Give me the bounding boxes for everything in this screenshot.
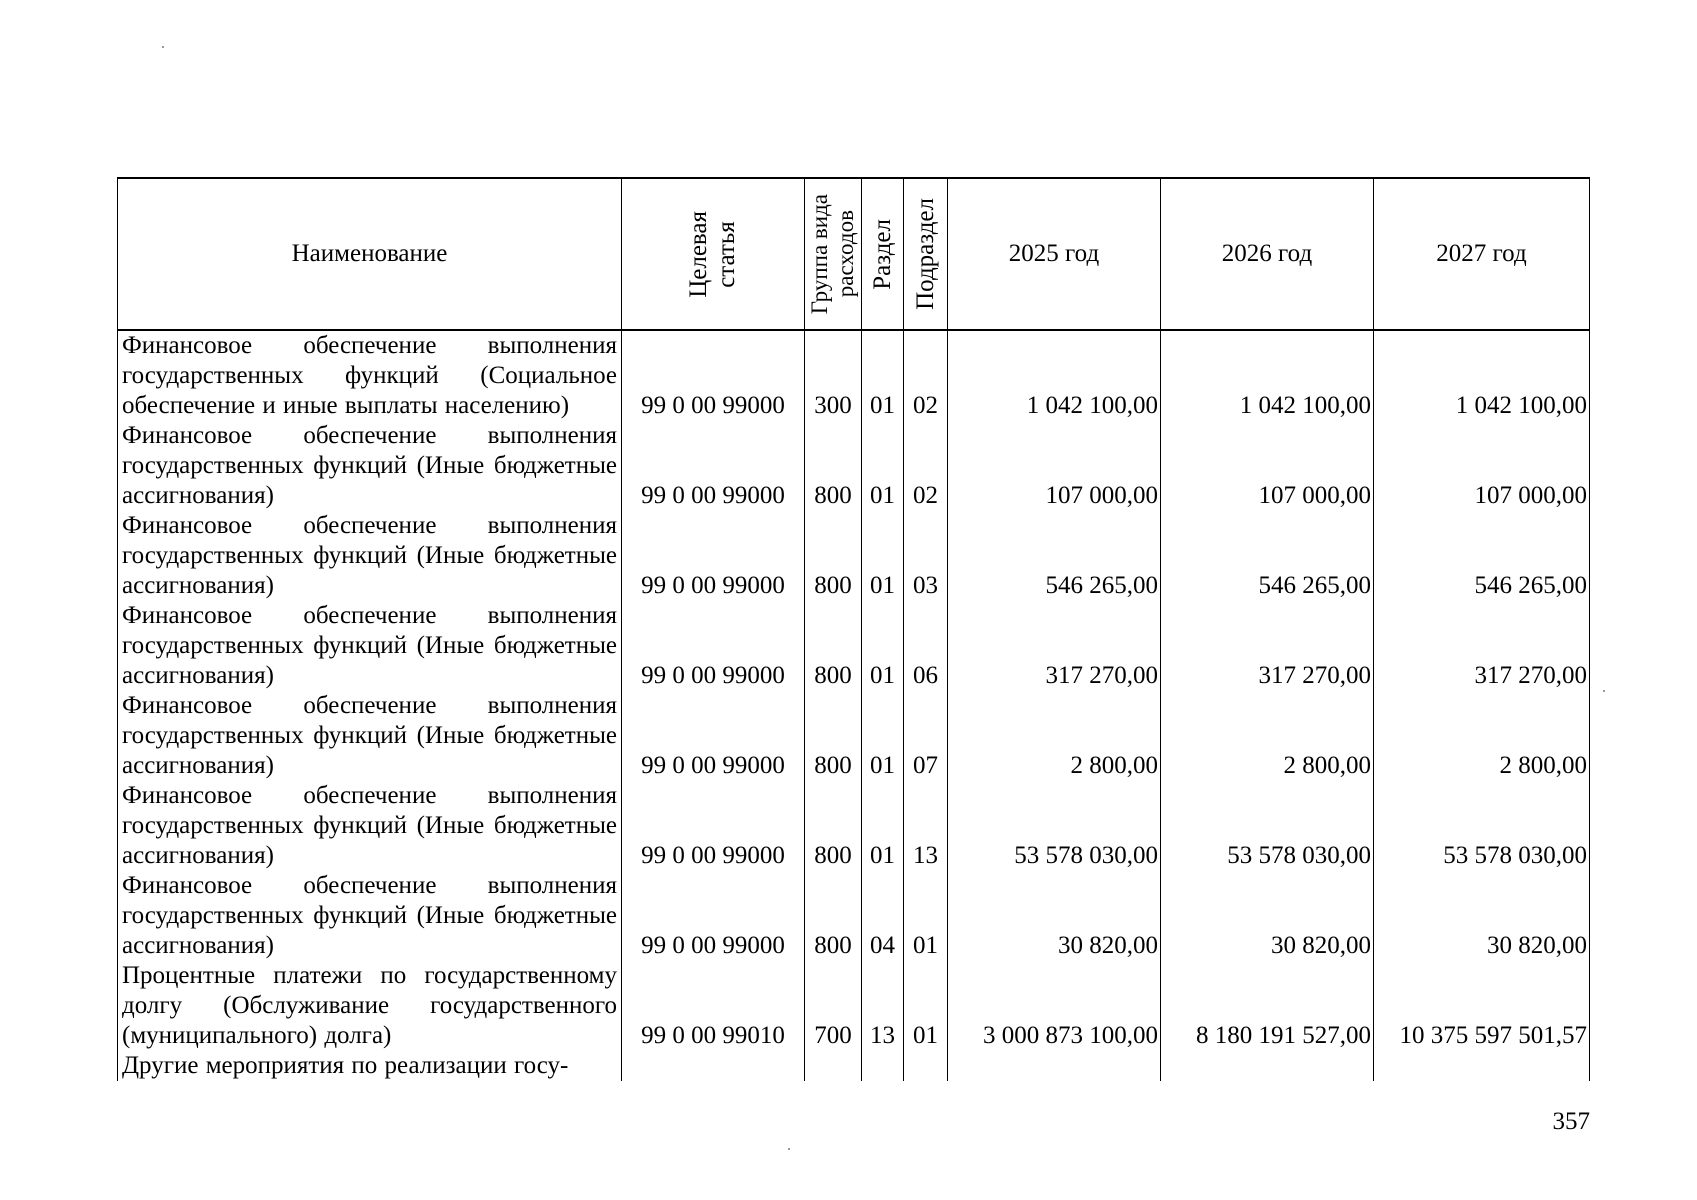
table-row bbox=[118, 871, 1590, 961]
row-target-article: 99 0 00 99010 bbox=[622, 961, 805, 1051]
row-subsection: 13 bbox=[904, 781, 948, 871]
row-amount-2026: 1 042 100,00 bbox=[1161, 330, 1374, 421]
page-number: 357 bbox=[1552, 1108, 1590, 1135]
row-amount-2027: 1 042 100,00 bbox=[1374, 330, 1590, 421]
header-expense-group: Группа вида расходов bbox=[805, 178, 862, 330]
row-name: Процентные платежи по государственному долгу (Обслуживание государственного (муниципального) долга) bbox=[118, 961, 622, 1051]
row-subsection: 02 bbox=[904, 330, 948, 421]
row-target-article: 99 0 00 99000 bbox=[622, 330, 805, 421]
row-expense-group: 800 bbox=[805, 871, 862, 961]
header-subsection: Подраздел bbox=[904, 178, 948, 330]
table-row bbox=[118, 421, 1590, 511]
budget-table bbox=[117, 177, 1590, 1081]
row-name: Финансовое обеспечение выполнения государственных функций (Иные бюджетные ассигнования) bbox=[118, 871, 622, 961]
header-year-2027: 2027 год bbox=[1374, 178, 1590, 330]
row-expense-group: 800 bbox=[805, 781, 862, 871]
row-amount-2025: 53 578 030,00 bbox=[948, 781, 1161, 871]
row-amount-2025: 546 265,00 bbox=[948, 511, 1161, 601]
header-name: Наименование bbox=[118, 178, 622, 330]
row-expense-group: 800 bbox=[805, 511, 862, 601]
row-amount-2026: 546 265,00 bbox=[1161, 511, 1374, 601]
empty-cell bbox=[948, 1051, 1161, 1081]
table-row bbox=[118, 781, 1590, 871]
row-expense-group: 700 bbox=[805, 961, 862, 1051]
row-target-article: 99 0 00 99000 bbox=[622, 511, 805, 601]
row-target-article: 99 0 00 99000 bbox=[622, 691, 805, 781]
header-target-article: Целевая статья bbox=[622, 178, 805, 330]
table-header bbox=[118, 178, 1590, 330]
row-amount-2027: 10 375 597 501,57 bbox=[1374, 961, 1590, 1051]
empty-cell bbox=[1374, 1051, 1590, 1081]
scan-speck bbox=[788, 1148, 790, 1150]
table-row bbox=[118, 511, 1590, 601]
row-subsection: 02 bbox=[904, 421, 948, 511]
row-section: 13 bbox=[862, 961, 904, 1051]
row-expense-group: 800 bbox=[805, 601, 862, 691]
table-row bbox=[118, 691, 1590, 781]
table-body bbox=[118, 330, 1590, 1081]
row-amount-2025: 30 820,00 bbox=[948, 871, 1161, 961]
row-amount-2026: 8 180 191 527,00 bbox=[1161, 961, 1374, 1051]
table-row-continuation bbox=[118, 1051, 1590, 1081]
row-expense-group: 800 bbox=[805, 421, 862, 511]
row-name: Финансовое обеспечение выполнения государственных функций (Иные бюджетные ассигнования) bbox=[118, 691, 622, 781]
row-section: 01 bbox=[862, 691, 904, 781]
row-section: 01 bbox=[862, 781, 904, 871]
row-subsection: 03 bbox=[904, 511, 948, 601]
row-amount-2025: 107 000,00 bbox=[948, 421, 1161, 511]
empty-cell bbox=[622, 1051, 805, 1081]
row-amount-2025: 317 270,00 bbox=[948, 601, 1161, 691]
row-name-continuation: Другие мероприятия по реализации госу- bbox=[118, 1051, 622, 1081]
row-amount-2027: 53 578 030,00 bbox=[1374, 781, 1590, 871]
row-name: Финансовое обеспечение выполнения государственных функций (Иные бюджетные ассигнования) bbox=[118, 421, 622, 511]
row-amount-2026: 30 820,00 bbox=[1161, 871, 1374, 961]
empty-cell bbox=[862, 1051, 904, 1081]
row-name: Финансовое обеспечение выполнения государственных функций (Иные бюджетные ассигнования) bbox=[118, 781, 622, 871]
row-amount-2025: 2 800,00 bbox=[948, 691, 1161, 781]
header-year-2026: 2026 год bbox=[1161, 178, 1374, 330]
row-target-article: 99 0 00 99000 bbox=[622, 421, 805, 511]
table-row bbox=[118, 961, 1590, 1051]
row-section: 01 bbox=[862, 601, 904, 691]
row-amount-2026: 107 000,00 bbox=[1161, 421, 1374, 511]
table-row bbox=[118, 330, 1590, 421]
row-amount-2026: 53 578 030,00 bbox=[1161, 781, 1374, 871]
row-section: 01 bbox=[862, 511, 904, 601]
row-subsection: 07 bbox=[904, 691, 948, 781]
row-amount-2027: 317 270,00 bbox=[1374, 601, 1590, 691]
empty-cell bbox=[1161, 1051, 1374, 1081]
row-subsection: 01 bbox=[904, 871, 948, 961]
header-year-2025: 2025 год bbox=[948, 178, 1161, 330]
row-section: 04 bbox=[862, 871, 904, 961]
row-subsection: 01 bbox=[904, 961, 948, 1051]
row-target-article: 99 0 00 99000 bbox=[622, 601, 805, 691]
row-amount-2026: 2 800,00 bbox=[1161, 691, 1374, 781]
row-amount-2027: 546 265,00 bbox=[1374, 511, 1590, 601]
row-amount-2027: 107 000,00 bbox=[1374, 421, 1590, 511]
row-expense-group: 300 bbox=[805, 330, 862, 421]
row-amount-2027: 2 800,00 bbox=[1374, 691, 1590, 781]
table-row bbox=[118, 601, 1590, 691]
row-section: 01 bbox=[862, 421, 904, 511]
row-subsection: 06 bbox=[904, 601, 948, 691]
row-amount-2025: 3 000 873 100,00 bbox=[948, 961, 1161, 1051]
row-name: Финансовое обеспечение выполнения государственных функций (Иные бюджетные ассигнования) bbox=[118, 601, 622, 691]
row-target-article: 99 0 00 99000 bbox=[622, 781, 805, 871]
row-name: Финансовое обеспечение выполнения государственных функций (Социальное обеспечение и иные выплаты населению) bbox=[118, 330, 622, 421]
scan-speck bbox=[1603, 690, 1605, 692]
row-amount-2027: 30 820,00 bbox=[1374, 871, 1590, 961]
row-section: 01 bbox=[862, 330, 904, 421]
row-expense-group: 800 bbox=[805, 691, 862, 781]
row-name: Финансовое обеспечение выполнения государственных функций (Иные бюджетные ассигнования) bbox=[118, 511, 622, 601]
row-target-article: 99 0 00 99000 bbox=[622, 871, 805, 961]
empty-cell bbox=[805, 1051, 862, 1081]
row-amount-2025: 1 042 100,00 bbox=[948, 330, 1161, 421]
scan-speck bbox=[162, 46, 164, 48]
header-section: Раздел bbox=[862, 178, 904, 330]
row-amount-2026: 317 270,00 bbox=[1161, 601, 1374, 691]
empty-cell bbox=[904, 1051, 948, 1081]
